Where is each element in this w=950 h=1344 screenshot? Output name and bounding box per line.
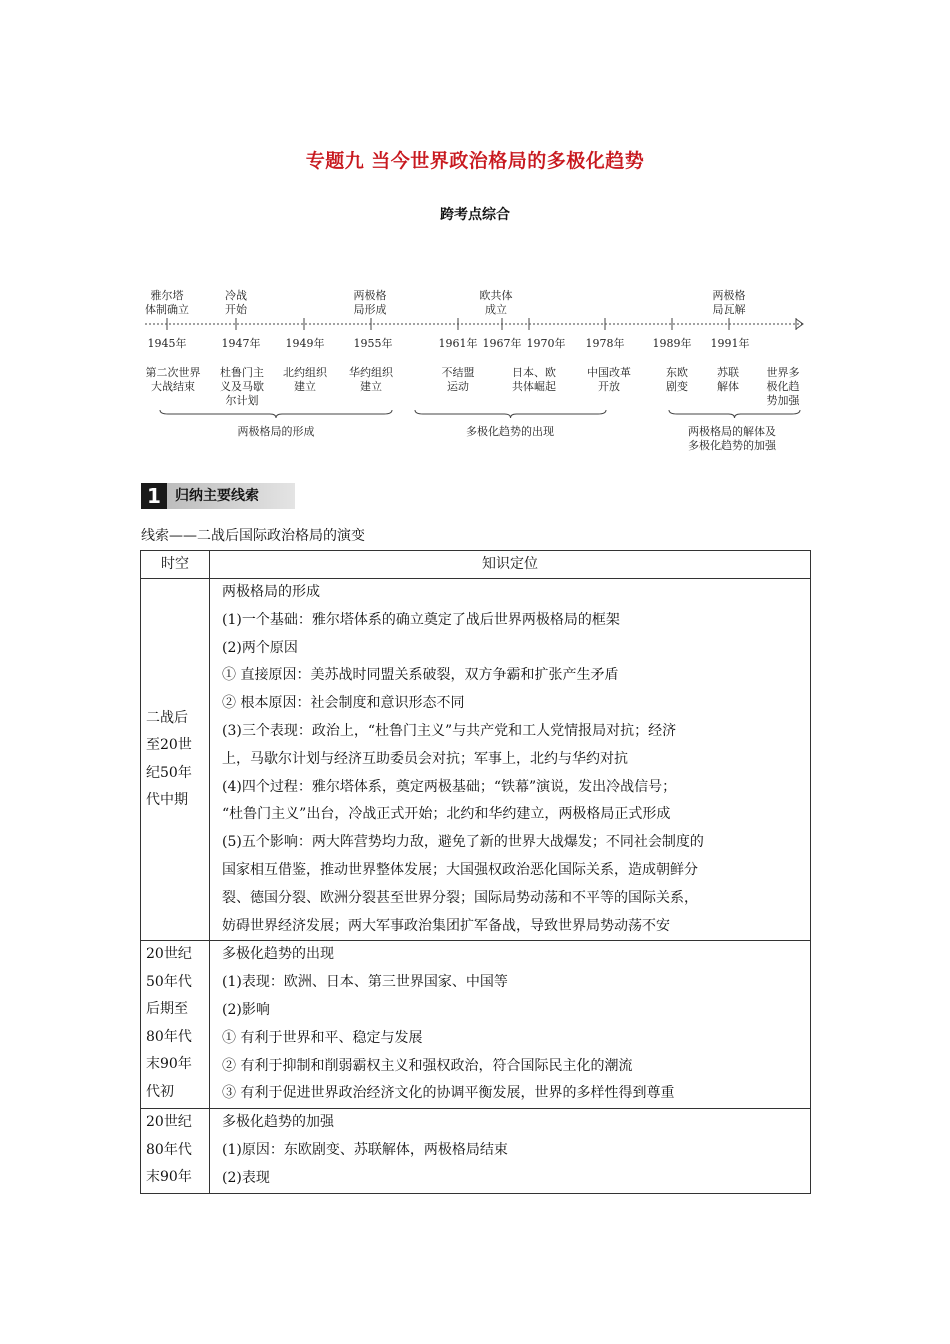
knowledge-line: ② 有利于抑制和削弱霸权主义和强权政治，符合国际民主化的潮流 [222,1057,633,1074]
timeline-brace [669,410,800,418]
timeline-bottom-label: 尔计划 [225,394,259,407]
knowledge-line: (1)表现：欧洲、日本、第三世界国家、中国等 [222,974,508,991]
timeline-year: 1955年 [353,337,393,350]
period-line: 20世纪 [146,946,192,963]
timeline-top-label: 成立 [485,303,507,316]
period-line: 末90年 [146,1056,192,1073]
period-line: 代初 [146,1083,174,1100]
knowledge-cell [210,579,811,941]
timeline-year: 1991年 [710,337,750,350]
timeline-bottom-label: 不结盟 [441,366,475,379]
table-row [141,1109,811,1193]
period-line: 后期至 [146,1001,188,1018]
timeline-bottom-label: 日本、欧 [512,366,556,379]
knowledge-table [140,550,811,1194]
timeline-bottom-label: 剧变 [666,380,688,393]
timeline-brace [160,410,392,418]
knowledge-line: (2)表现 [222,1169,270,1186]
period-line: 80年代 [146,1028,192,1045]
timeline-bottom-label: 华约组织 [349,366,393,379]
timeline-year: 1970年 [526,337,566,350]
timeline-top-label: 体制确立 [145,303,189,316]
page-title: 专题九 当今世界政治格局的多极化趋势 [305,150,645,172]
timeline-bottom-label: 共体崛起 [512,380,556,393]
section-header [141,483,295,509]
knowledge-line: 上，马歇尔计划与经济互助委员会对抗；军事上，北约与华约对抗 [222,750,628,767]
period-line: 末90年 [146,1169,192,1186]
table-header-row [141,551,811,579]
timeline-year: 1949年 [285,337,325,350]
period-line: 纪50年 [146,764,192,781]
period-line: 50年代 [146,973,192,990]
knowledge-cell [210,1109,811,1193]
knowledge-line: 多极化趋势的出现 [222,946,334,963]
timeline-year: 1989年 [652,337,692,350]
timeline-diagram [0,0,950,470]
period-cell [141,941,210,1109]
timeline-bottom-label: 建立 [360,380,382,393]
timeline-phase-label: 两极格局的解体及 [688,425,776,438]
timeline-bottom-label: 势加强 [766,394,800,407]
timeline-bottom-label: 极化趋 [766,380,800,393]
table-header-period: 时空 [141,551,210,579]
timeline-year: 1945年 [147,337,187,350]
table-header-knowledge: 知识定位 [210,551,811,579]
knowledge-cell [210,941,811,1109]
timeline-bottom-label: 大战结束 [151,380,195,393]
timeline-phase-label: 多极化趋势的加强 [688,439,776,452]
timeline-top-label: 雅尔塔 [150,289,184,302]
knowledge-line: (4)四个过程：雅尔塔体系，奠定两极基础；“铁幕”演说，发出冷战信号； [222,778,677,795]
timeline-bottom-label: 杜鲁门主 [220,366,264,379]
timeline-top-label: 欧共体 [479,289,513,302]
table-row [141,941,811,1109]
table-row [141,579,811,941]
knowledge-line: ③ 有利于促进世界政治经济文化的协调平衡发展，世界的多样性得到尊重 [222,1085,675,1102]
knowledge-line: (1)原因：东欧剧变、苏联解体，两极格局结束 [222,1141,508,1158]
period-line: 二战后 [146,709,188,726]
timeline-top-label: 局形成 [353,303,387,316]
knowledge-line: ① 直接原因：美苏战时同盟关系破裂，双方争霸和扩张产生矛盾 [222,667,619,684]
timeline-bottom-label: 义及马歇 [220,380,264,393]
page-subtitle: 跨考点综合 [440,207,510,223]
timeline-top-label: 两极格 [353,289,387,302]
timeline-bottom-label: 北约组织 [283,366,327,379]
timeline-year: 1947年 [221,337,261,350]
period-cell [141,579,210,941]
knowledge-line: ② 根本原因：社会制度和意识形态不同 [222,695,465,712]
knowledge-line: (5)五个影响：两大阵营势均力敌，避免了新的世界大战爆发；不同社会制度的 [222,834,704,851]
period-line: 至20世 [146,737,192,754]
knowledge-line: 国家相互借鉴，推动世界整体发展；大国强权政治恶化国际关系，造成朝鲜分 [222,861,698,878]
section-label: 归纳主要线索 [175,488,259,504]
timeline-bottom-label: 建立 [294,380,316,393]
timeline-bottom-label: 苏联 [717,366,739,379]
period-line: 20世纪 [146,1114,192,1131]
timeline-bottom-label: 运动 [447,380,469,393]
timeline-bottom-label: 东欧 [666,366,688,379]
timeline-phase-label: 多极化趋势的出现 [466,425,554,438]
knowledge-line: “杜鲁门主义”出台，冷战正式开始；北约和华约建立，两极格局正式形成 [222,806,671,823]
timeline-top-label: 开始 [225,303,247,316]
timeline-bottom-label: 中国改革 [587,366,631,379]
timeline-top-label: 冷战 [225,289,247,302]
knowledge-line: (2)影响 [222,1001,270,1018]
section-number: 1 [141,483,167,509]
period-cell [141,1109,210,1193]
timeline-bottom-label: 解体 [717,380,739,393]
timeline-bottom-label: 第二次世界 [145,366,201,379]
period-line: 80年代 [146,1141,192,1158]
timeline-phase-label: 两极格局的形成 [237,425,315,438]
timeline-top-label: 两极格 [712,289,746,302]
knowledge-line: 两极格局的形成 [222,584,320,600]
timeline-brace [415,410,606,418]
timeline-top-label: 局瓦解 [712,303,746,316]
timeline-year: 1967年 [482,337,522,350]
knowledge-line: 妨碍世界经济发展；两大军事政治集团扩军备战，导致世界局势动荡不安 [222,917,670,934]
knowledge-line: 裂、德国分裂、欧洲分裂甚至世界分裂；国际局势动荡和不平等的国际关系， [222,889,698,906]
timeline-year: 1961年 [438,337,478,350]
timeline-year: 1978年 [585,337,625,350]
period-line: 代中期 [146,792,188,809]
knowledge-line: ① 有利于世界和平、稳定与发展 [222,1029,423,1046]
knowledge-line: (1)一个基础：雅尔塔体系的确立奠定了战后世界两极格局的框架 [222,611,620,628]
timeline-bottom-label: 世界多 [766,366,800,379]
clue-text: 线索——二战后国际政治格局的演变 [141,528,365,544]
knowledge-line: (2)两个原因 [222,639,298,656]
timeline-bottom-label: 开放 [598,380,620,393]
knowledge-line: (3)三个表现：政治上，“杜鲁门主义”与共产党和工人党情报局对抗；经济 [222,722,677,739]
knowledge-line: 多极化趋势的加强 [222,1114,334,1131]
